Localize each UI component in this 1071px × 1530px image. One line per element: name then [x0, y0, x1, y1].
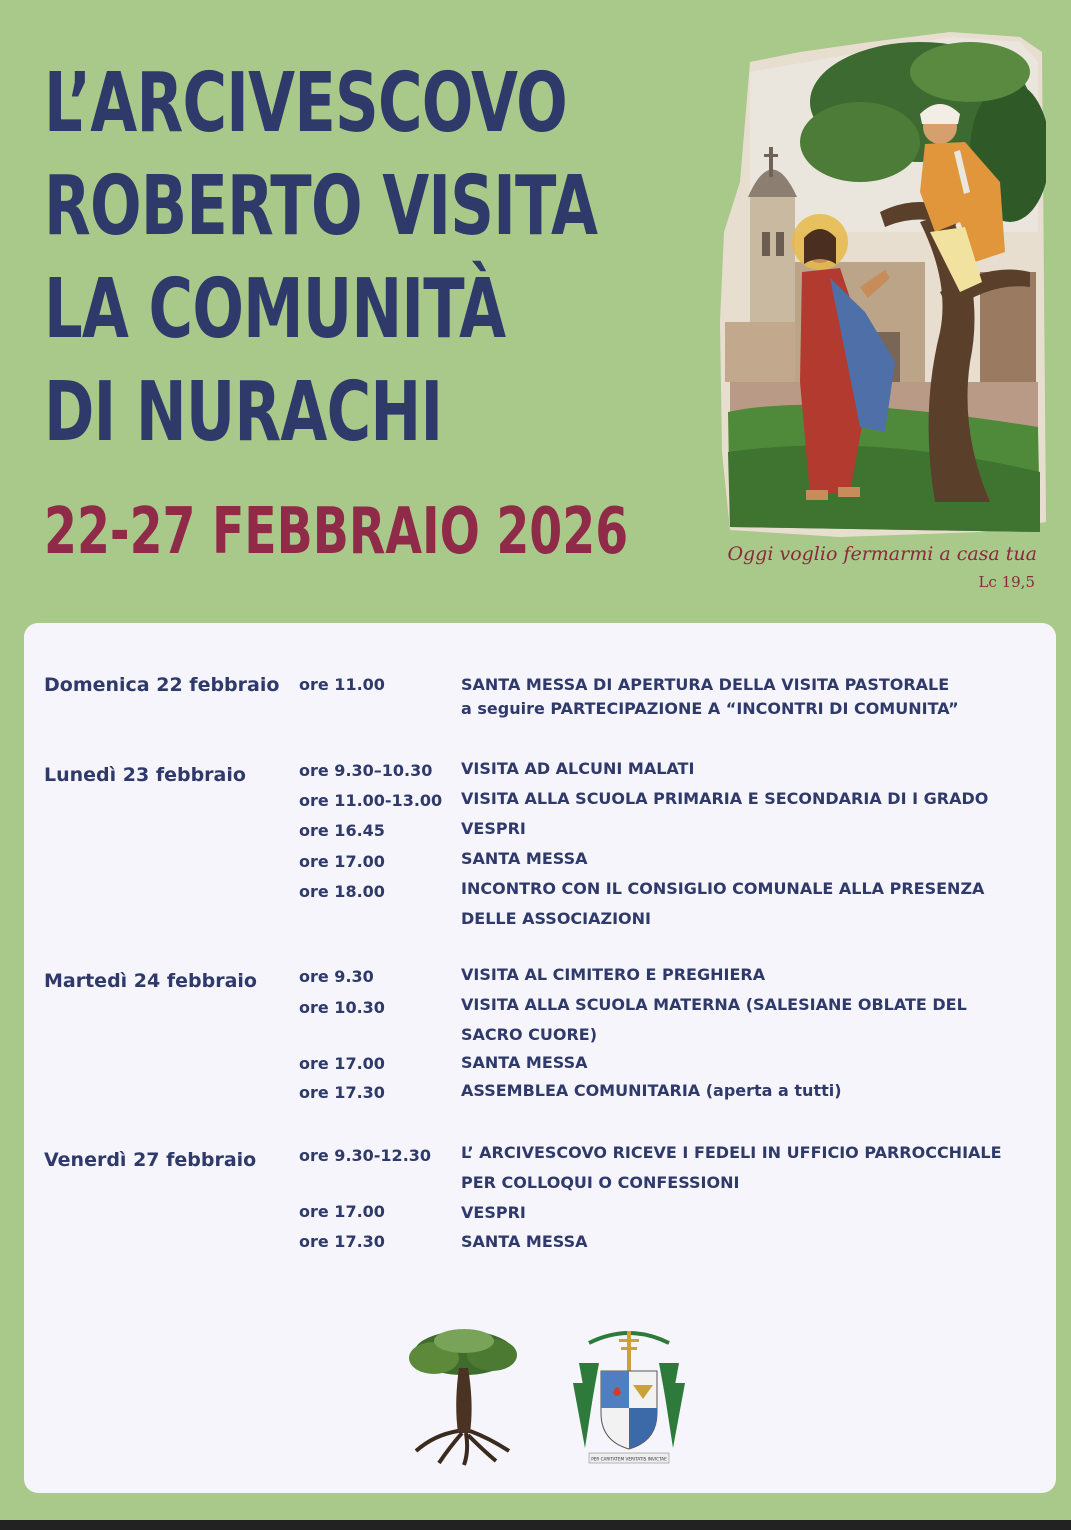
event-dates: 22-27 FEBBRAIO 2026	[44, 495, 629, 569]
time-label: ore 17.00	[299, 1202, 385, 1221]
event-text: L’ ARCIVESCOVO RICEVE I FEDELI IN UFFICIO PARROCCHIALE	[461, 1143, 1002, 1162]
time-label: ore 17.00	[299, 1054, 385, 1073]
day-label: Lunedì 23 febbraio	[44, 764, 246, 786]
time-label: ore 17.30	[299, 1083, 385, 1102]
event-text: PER COLLOQUI O CONFESSIONI	[461, 1173, 740, 1192]
archbishop-coat-of-arms-icon	[569, 1323, 689, 1473]
event-text: SANTA MESSA	[461, 1053, 588, 1072]
event-text: VISITA ALLA SCUOLA PRIMARIA E SECONDARIA DI I GRADO	[461, 789, 989, 808]
day-label: Martedì 24 febbraio	[44, 970, 257, 992]
time-label: ore 11.00-13.00	[299, 791, 443, 810]
event-text: INCONTRO CON IL CONSIGLIO COMUNALE ALLA PRESENZA	[461, 879, 985, 898]
event-text: VISITA AL CIMITERO E PREGHIERA	[461, 965, 766, 984]
main-title	[44, 52, 597, 464]
time-label: ore 9.30–10.30	[299, 761, 433, 780]
time-label: ore 17.30	[299, 1232, 385, 1251]
time-label: ore 17.00	[299, 852, 385, 871]
event-text: VESPRI	[461, 1203, 526, 1222]
title-line-2: ROBERTO VISITA	[44, 159, 598, 254]
time-label: ore 9.30	[299, 967, 374, 986]
event-text: SANTA MESSA	[461, 1232, 588, 1251]
schedule-card	[24, 623, 1056, 1493]
event-text: VISITA AD ALCUNI MALATI	[461, 759, 695, 778]
time-label: ore 9.30-12.30	[299, 1146, 432, 1165]
event-text: VESPRI	[461, 819, 526, 838]
time-label: ore 18.00	[299, 882, 385, 901]
jesus-and-zacchaeus-illustration	[720, 32, 1046, 540]
event-text: VISITA ALLA SCUOLA MATERNA (SALESIANE OBLATE DEL	[461, 995, 967, 1014]
time-label: ore 16.45	[299, 821, 385, 840]
event-text: SACRO CUORE)	[461, 1025, 598, 1044]
bible-quote-reference: Lc 19,5	[978, 573, 1035, 591]
event-text: DELLE ASSOCIAZIONI	[461, 909, 651, 928]
event-text: SANTA MESSA	[461, 849, 588, 868]
title-line-3: LA COMUNITÀ	[44, 262, 506, 357]
day-label: Domenica 22 febbraio	[44, 674, 280, 696]
title-line-1: L’ARCIVESCOVO	[44, 56, 568, 151]
time-label: ore 10.30	[299, 998, 385, 1017]
title-line-4: DI NURACHI	[44, 365, 443, 460]
event-text: a seguire PARTECIPAZIONE A “INCONTRI DI COMUNITA”	[461, 699, 959, 718]
bible-quote: Oggi voglio fermarmi a casa tua	[727, 543, 1037, 565]
event-text: ASSEMBLEA COMUNITARIA (aperta a tutti)	[461, 1081, 842, 1100]
time-label: ore 11.00	[299, 675, 385, 694]
bottom-border	[0, 1520, 1071, 1530]
day-label: Venerdì 27 febbraio	[44, 1149, 257, 1171]
coat-of-arms-motto: PER CARITATEM VERITATIS INVICTAE	[591, 1456, 667, 1462]
event-text: SANTA MESSA DI APERTURA DELLA VISITA PASTORALE	[461, 675, 950, 694]
tree-logo-icon	[404, 1323, 524, 1468]
